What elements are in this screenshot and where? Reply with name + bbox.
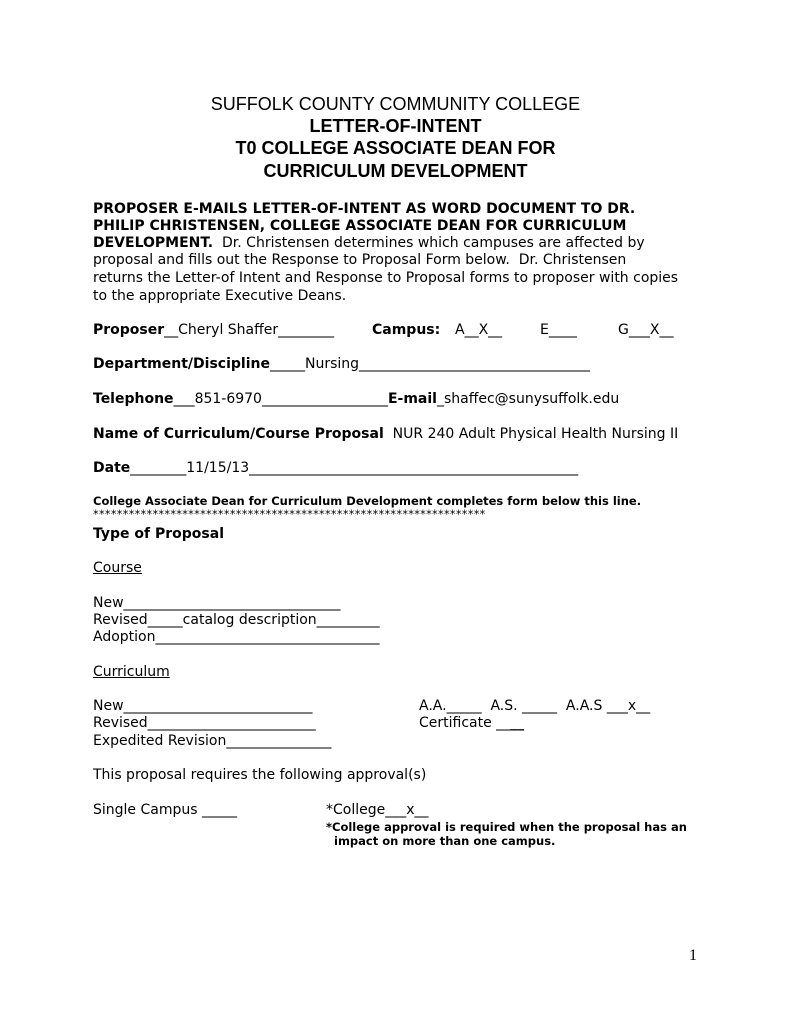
certificate-blank: __ [510,715,525,731]
doc-subtitle-1: T0 COLLEGE ASSOCIATE DEAN FOR [235,138,556,158]
telephone-value: ___851-6970__________________ [173,391,388,407]
intro-line: returns the Letter-of Intent and Response to Proposal forms to proposer with copies [93,270,679,286]
telephone-field [93,390,619,408]
approval-note: *College approval is required when the proposal has an [326,820,687,834]
degree-types: A.A._____ A.S. _____ A.A.S ___x__ [419,698,651,714]
approval-note: impact on more than one campus. [326,834,556,848]
college-approval: *College___x__ [326,802,429,818]
date-value: ________11/15/13_______________________________________________ [130,460,579,476]
telephone-label: Telephone [93,391,174,407]
proposer-label: Proposer [93,322,165,338]
intro-line [93,234,645,252]
campus-e: E____ [540,322,577,338]
intro-line: proposal and fills out the Response to Proposal Form below. Dr. Christensen [93,252,627,268]
course-new: New_______________________________ [93,595,341,611]
campus-label: Campus: [372,322,441,338]
date-field [93,459,578,477]
department-field [93,355,590,373]
dean-note: College Associate Dean for Curriculum Development completes form below this line. [93,494,642,508]
date-label: Date [93,460,131,476]
email-value: _shaffec@sunysuffolk.edu [436,391,620,407]
intro-text: Dr. Christensen determines which campuses are affected by [213,235,645,251]
intro-bold: DEVELOPMENT. [93,235,214,251]
page-number: 1 [689,947,697,964]
course-adoption: Adoption________________________________ [93,629,380,645]
department-label: Department/Discipline [93,356,270,372]
campus-g: G___X__ [618,322,674,338]
approval-intro: This proposal requires the following approval(s) [93,767,427,783]
separator-stars: ****************************************************************** [93,508,486,521]
intro-line: PHILIP CHRISTENSEN, COLLEGE ASSOCIATE DEAN FOR CURRICULUM [93,218,627,234]
doc-title: LETTER-OF-INTENT [309,116,482,136]
proposer-value: __Cheryl Shaffer________ [164,322,335,338]
course-heading: Course [93,560,142,576]
certificate-field [419,714,524,732]
single-campus-approval: Single Campus _____ [93,802,237,818]
proposal-name-label: Name of Curriculum/Course Proposal [93,426,384,442]
college-name: SUFFOLK COUNTY COMMUNITY COLLEGE [210,94,581,114]
proposer-field [93,321,334,339]
intro-line: PROPOSER E-MAILS LETTER-OF-INTENT AS WORD DOCUMENT TO DR. [93,201,636,217]
department-value: _____Nursing_________________________________ [269,356,591,372]
email-label: E-mail [387,391,437,407]
proposal-name-field [93,425,678,443]
doc-subtitle-2: CURRICULUM DEVELOPMENT [263,161,528,181]
type-of-proposal-heading: Type of Proposal [93,526,224,542]
curriculum-revised: Revised________________________ [93,715,316,731]
intro-line: to the appropriate Executive Deans. [93,288,347,304]
curriculum-expedited: Expedited Revision_______________ [93,733,332,749]
proposal-name-value: NUR 240 Adult Physical Health Nursing II [383,426,679,442]
curriculum-new: New___________________________ [93,698,313,714]
certificate-label: Certificate __ [419,715,511,731]
curriculum-heading: Curriculum [93,664,170,680]
course-revised: Revised_____catalog description_________ [93,612,380,628]
campus-a: A__X__ [455,322,503,338]
